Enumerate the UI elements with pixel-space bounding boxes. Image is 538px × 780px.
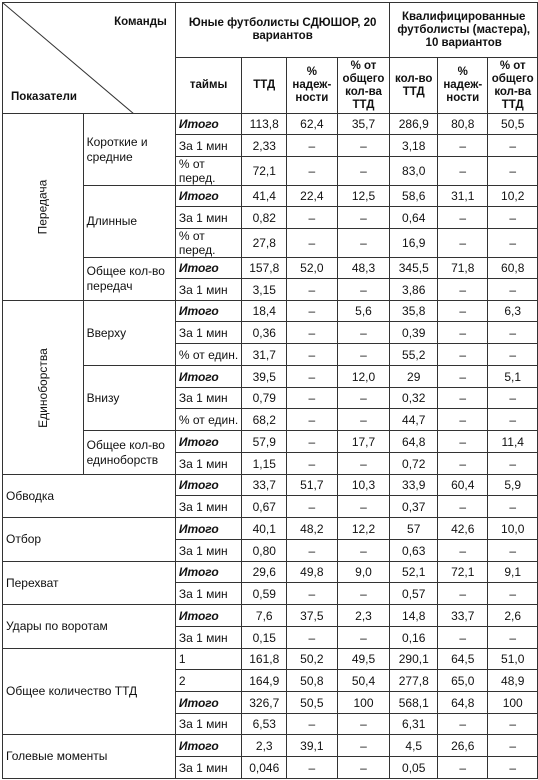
cell-m3: – — [488, 157, 538, 186]
cell-m2: – — [438, 540, 488, 562]
cell-m3: – — [488, 735, 538, 757]
cell-m3: – — [488, 540, 538, 562]
cell-m3: 2,6 — [488, 605, 538, 627]
row-sublabel: % от един. — [175, 409, 242, 431]
cell-m1: 6,31 — [390, 714, 438, 735]
cell-y2: 37,5 — [287, 605, 337, 627]
cell-y3: 12,0 — [337, 366, 390, 388]
cell-m2: – — [438, 388, 488, 409]
cell-y1: 161,8 — [242, 649, 287, 670]
cell-m3: – — [488, 453, 538, 475]
indicator-bottom: Внизу — [83, 366, 175, 431]
cell-y3: – — [337, 135, 390, 157]
cell-m2: 71,8 — [438, 258, 488, 279]
cell-y3: – — [337, 714, 390, 735]
cell-y2: – — [287, 279, 337, 301]
cell-y2: 62,4 — [287, 114, 337, 135]
cell-y3: – — [337, 627, 390, 649]
cell-m1: 29 — [390, 366, 438, 388]
cell-y3: 12,5 — [337, 186, 390, 207]
row-sublabel: % от перед. — [175, 157, 242, 186]
indicator-chances: Голевые моменты — [3, 735, 176, 779]
cell-m2: 64,8 — [438, 692, 488, 714]
youth-ttd-header: ТТД — [242, 58, 287, 114]
cell-m3: – — [488, 583, 538, 605]
cell-y3: – — [337, 496, 390, 518]
cell-m2: – — [438, 757, 488, 779]
cell-y2: – — [287, 540, 337, 562]
cell-y2: – — [287, 135, 337, 157]
cell-m3: – — [488, 279, 538, 301]
cell-m2: – — [438, 453, 488, 475]
cell-m2: – — [438, 496, 488, 518]
masters-reliability-header: % надеж-ности — [438, 58, 488, 114]
cell-m1: 0,39 — [390, 322, 438, 344]
cell-m1: 64,8 — [390, 431, 438, 453]
cell-m2: 65,0 — [438, 670, 488, 692]
cell-y1: 113,8 — [242, 114, 287, 135]
cell-m3: 11,4 — [488, 431, 538, 453]
cell-y1: 0,15 — [242, 627, 287, 649]
cell-m2: – — [438, 157, 488, 186]
cell-m2: 31,1 — [438, 186, 488, 207]
indicator-intercept: Перехват — [3, 562, 176, 605]
cell-m1: 3,86 — [390, 279, 438, 301]
group-duels — [3, 301, 84, 475]
row-sublabel: Итого — [175, 258, 242, 279]
cell-y3: 12,2 — [337, 518, 390, 540]
cell-m3: 5,1 — [488, 366, 538, 388]
cell-y2: – — [287, 583, 337, 605]
row-sublabel: 2 — [175, 670, 242, 692]
cell-y1: 3,15 — [242, 279, 287, 301]
cell-m1: 0,57 — [390, 583, 438, 605]
cell-y2: – — [287, 229, 337, 258]
row-sublabel: За 1 мин — [175, 388, 242, 409]
cell-m2: – — [438, 409, 488, 431]
cell-y2: – — [287, 409, 337, 431]
row-sublabel: За 1 мин — [175, 453, 242, 475]
table-row — [3, 475, 538, 496]
cell-y1: 0,80 — [242, 540, 287, 562]
indicator-top: Вверху — [83, 301, 175, 366]
cell-m1: 0,63 — [390, 540, 438, 562]
cell-y3: – — [337, 322, 390, 344]
cell-m2: – — [438, 229, 488, 258]
cell-m3: 10,0 — [488, 518, 538, 540]
cell-m3: 100 — [488, 692, 538, 714]
cell-y2: 50,8 — [287, 670, 337, 692]
cell-y2: – — [287, 714, 337, 735]
cell-m2: – — [438, 583, 488, 605]
cell-y1: 326,7 — [242, 692, 287, 714]
cell-m3: – — [488, 409, 538, 431]
cell-m1: 568,1 — [390, 692, 438, 714]
row-sublabel: За 1 мин — [175, 135, 242, 157]
indicator-shots: Удары по воротам — [3, 605, 176, 649]
cell-y3: – — [337, 157, 390, 186]
cell-y3: – — [337, 453, 390, 475]
row-sublabel: % от един. — [175, 344, 242, 366]
cell-y1: 1,15 — [242, 453, 287, 475]
halves-header: таймы — [175, 58, 242, 114]
table-row — [3, 518, 538, 540]
cell-m3: – — [488, 229, 538, 258]
cell-m1: 286,9 — [390, 114, 438, 135]
cell-m1: 0,05 — [390, 757, 438, 779]
group-passes-label: Передача — [35, 179, 50, 235]
table-row — [3, 649, 538, 670]
cell-y3: – — [337, 229, 390, 258]
cell-y1: 2,33 — [242, 135, 287, 157]
row-sublabel: Итого — [175, 692, 242, 714]
cell-y2: 50,2 — [287, 649, 337, 670]
cell-m1: 290,1 — [390, 649, 438, 670]
cell-m3: 60,8 — [488, 258, 538, 279]
indicator-total-passes: Общее кол-во передач — [83, 258, 175, 301]
cell-m3: – — [488, 714, 538, 735]
header-corner — [3, 3, 176, 114]
row-sublabel: % от перед. — [175, 229, 242, 258]
cell-y1: 40,1 — [242, 518, 287, 540]
cell-y1: 68,2 — [242, 409, 287, 431]
cell-y2: 48,2 — [287, 518, 337, 540]
cell-y1: 0,82 — [242, 207, 287, 229]
cell-y2: 49,8 — [287, 562, 337, 583]
cell-m1: 33,9 — [390, 475, 438, 496]
table-row — [3, 301, 538, 322]
cell-m3: 5,9 — [488, 475, 538, 496]
cell-y3: – — [337, 344, 390, 366]
cell-y3: – — [337, 388, 390, 409]
indicator-tackle: Отбор — [3, 518, 176, 562]
cell-m2: – — [438, 301, 488, 322]
cell-y2: – — [287, 344, 337, 366]
cell-y3: 35,7 — [337, 114, 390, 135]
cell-m3: 6,3 — [488, 301, 538, 322]
cell-m2: – — [438, 627, 488, 649]
cell-m3: – — [488, 344, 538, 366]
cell-m3: – — [488, 322, 538, 344]
group-duels-label: Единоборства — [35, 347, 50, 428]
cell-m1: 35,8 — [390, 301, 438, 322]
row-sublabel: За 1 мин — [175, 627, 242, 649]
cell-y2: 52,0 — [287, 258, 337, 279]
cell-m2: – — [438, 366, 488, 388]
cell-m3: 10,2 — [488, 186, 538, 207]
table-row — [3, 735, 538, 757]
indicator-total-duels: Общее кол-во единоборств — [83, 431, 175, 475]
cell-y1: 29,6 — [242, 562, 287, 583]
cell-m2: 33,7 — [438, 605, 488, 627]
cell-y1: 57,9 — [242, 431, 287, 453]
cell-y1: 0,046 — [242, 757, 287, 779]
masters-header: Квалифицированные футболисты (мастера), 10 вариантов — [390, 3, 538, 58]
cell-y1: 0,59 — [242, 583, 287, 605]
cell-m3: – — [488, 207, 538, 229]
cell-y1: 0,79 — [242, 388, 287, 409]
cell-y1: 31,7 — [242, 344, 287, 366]
row-sublabel: Итого — [175, 562, 242, 583]
row-sublabel: За 1 мин — [175, 322, 242, 344]
cell-y3: – — [337, 409, 390, 431]
row-sublabel: Итого — [175, 518, 242, 540]
row-sublabel: За 1 мин — [175, 279, 242, 301]
cell-m2: – — [438, 714, 488, 735]
youth-reliability-header: % надеж-ности — [287, 58, 337, 114]
masters-count-header: кол-во ТТД — [390, 58, 438, 114]
cell-m1: 14,8 — [390, 605, 438, 627]
cell-m2: 42,6 — [438, 518, 488, 540]
row-sublabel: Итого — [175, 301, 242, 322]
cell-y2: – — [287, 496, 337, 518]
youth-header: Юные футболисты СДЮШОР, 20 вариантов — [175, 3, 390, 58]
cell-m3: – — [488, 627, 538, 649]
cell-m1: 4,5 — [390, 735, 438, 757]
cell-y1: 72,1 — [242, 157, 287, 186]
indicator-dribble: Обводка — [3, 475, 176, 518]
cell-y3: 48,3 — [337, 258, 390, 279]
cell-m3: – — [488, 496, 538, 518]
row-sublabel: За 1 мин — [175, 757, 242, 779]
cell-y1: 7,6 — [242, 605, 287, 627]
cell-m2: 60,4 — [438, 475, 488, 496]
statistics-table — [2, 2, 538, 779]
table-row — [3, 366, 538, 388]
cell-m2: 80,8 — [438, 114, 488, 135]
cell-y2: – — [287, 207, 337, 229]
cell-m3: – — [488, 388, 538, 409]
cell-y3: 10,3 — [337, 475, 390, 496]
cell-m1: 0,37 — [390, 496, 438, 518]
cell-m1: 83,0 — [390, 157, 438, 186]
cell-y2: – — [287, 431, 337, 453]
cell-m1: 0,64 — [390, 207, 438, 229]
table-row — [3, 186, 538, 207]
cell-y3: – — [337, 540, 390, 562]
cell-y2: – — [287, 157, 337, 186]
cell-m1: 0,72 — [390, 453, 438, 475]
indicator-short: Короткие и средние — [83, 114, 175, 186]
cell-m2: – — [438, 322, 488, 344]
masters-share-header: % от общего кол-ва ТТД — [488, 58, 538, 114]
cell-m3: – — [488, 757, 538, 779]
table-row — [3, 431, 538, 453]
cell-y3: 49,5 — [337, 649, 390, 670]
row-sublabel: За 1 мин — [175, 207, 242, 229]
cell-y1: 0,67 — [242, 496, 287, 518]
row-sublabel: Итого — [175, 114, 242, 135]
cell-m3: 51,0 — [488, 649, 538, 670]
cell-m1: 277,8 — [390, 670, 438, 692]
cell-m1: 0,16 — [390, 627, 438, 649]
cell-y3: 50,4 — [337, 670, 390, 692]
cell-y2: – — [287, 757, 337, 779]
cell-y1: 157,8 — [242, 258, 287, 279]
cell-y3: – — [337, 757, 390, 779]
row-sublabel: За 1 мин — [175, 583, 242, 605]
indicators-label: Показатели — [11, 91, 77, 103]
row-sublabel: Итого — [175, 735, 242, 757]
cell-m1: 57 — [390, 518, 438, 540]
cell-y2: – — [287, 301, 337, 322]
header-row-1 — [3, 3, 538, 58]
cell-m1: 44,7 — [390, 409, 438, 431]
cell-m2: – — [438, 431, 488, 453]
cell-y3: 2,3 — [337, 605, 390, 627]
cell-y2: 22,4 — [287, 186, 337, 207]
teams-label: Команды — [114, 16, 167, 28]
table-row — [3, 562, 538, 583]
cell-y1: 33,7 — [242, 475, 287, 496]
cell-m3: 50,5 — [488, 114, 538, 135]
cell-m3: – — [488, 135, 538, 157]
row-sublabel: 1 — [175, 649, 242, 670]
youth-share-header: % от общего кол-ва ТТД — [337, 58, 390, 114]
table-row — [3, 258, 538, 279]
cell-m1: 3,18 — [390, 135, 438, 157]
table-row — [3, 605, 538, 627]
row-sublabel: Итого — [175, 431, 242, 453]
cell-m3: 9,1 — [488, 562, 538, 583]
cell-m2: 26,6 — [438, 735, 488, 757]
cell-y2: – — [287, 322, 337, 344]
indicator-long: Длинные — [83, 186, 175, 258]
cell-m2: – — [438, 279, 488, 301]
cell-m1: 58,6 — [390, 186, 438, 207]
cell-m2: – — [438, 135, 488, 157]
cell-m1: 55,2 — [390, 344, 438, 366]
cell-y2: – — [287, 388, 337, 409]
cell-y2: 51,7 — [287, 475, 337, 496]
row-sublabel: За 1 мин — [175, 540, 242, 562]
cell-m2: 64,5 — [438, 649, 488, 670]
cell-y1: 0,36 — [242, 322, 287, 344]
cell-y3: 17,7 — [337, 431, 390, 453]
cell-y3: – — [337, 583, 390, 605]
cell-y3: – — [337, 207, 390, 229]
table-row — [3, 114, 538, 135]
cell-y1: 164,9 — [242, 670, 287, 692]
cell-m1: 345,5 — [390, 258, 438, 279]
cell-y3: – — [337, 279, 390, 301]
row-sublabel: Итого — [175, 186, 242, 207]
row-sublabel: За 1 мин — [175, 714, 242, 735]
cell-m2: 72,1 — [438, 562, 488, 583]
cell-y3: 5,6 — [337, 301, 390, 322]
row-sublabel: Итого — [175, 475, 242, 496]
cell-m1: 0,32 — [390, 388, 438, 409]
cell-m3: 48,9 — [488, 670, 538, 692]
cell-y3: 9,0 — [337, 562, 390, 583]
group-passes — [3, 114, 84, 301]
cell-y2: – — [287, 627, 337, 649]
cell-y3: 100 — [337, 692, 390, 714]
cell-y1: 41,4 — [242, 186, 287, 207]
cell-m2: – — [438, 344, 488, 366]
row-sublabel: Итого — [175, 605, 242, 627]
cell-y2: 50,5 — [287, 692, 337, 714]
cell-y1: 18,4 — [242, 301, 287, 322]
cell-y2: – — [287, 366, 337, 388]
cell-y1: 6,53 — [242, 714, 287, 735]
indicator-total-ttd: Общее количество ТТД — [3, 649, 176, 735]
cell-y2: – — [287, 453, 337, 475]
cell-m2: – — [438, 207, 488, 229]
cell-m1: 52,1 — [390, 562, 438, 583]
row-sublabel: За 1 мин — [175, 496, 242, 518]
row-sublabel: Итого — [175, 366, 242, 388]
cell-y3: – — [337, 735, 390, 757]
cell-y1: 2,3 — [242, 735, 287, 757]
cell-y1: 39,5 — [242, 366, 287, 388]
cell-y1: 27,8 — [242, 229, 287, 258]
cell-y2: 39,1 — [287, 735, 337, 757]
cell-m1: 16,9 — [390, 229, 438, 258]
